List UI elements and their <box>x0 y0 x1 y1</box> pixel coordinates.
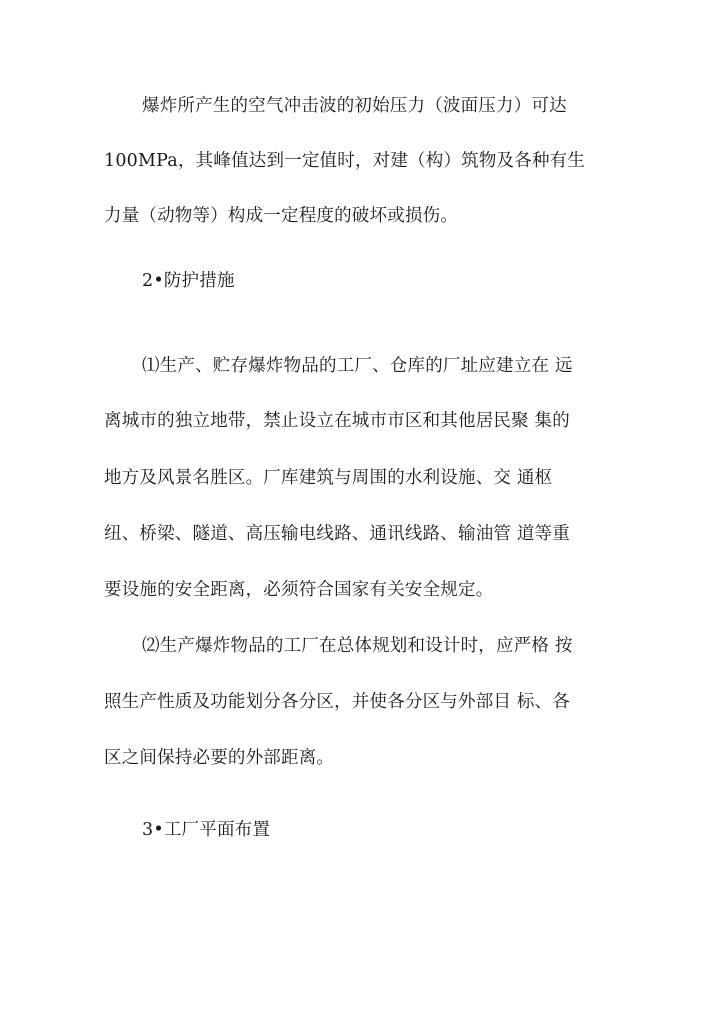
paragraph-line: 地方及风景名胜区。厂库建筑与周围的水利设施、交 通枢 <box>104 468 553 488</box>
paragraph-line: ⑵生产爆炸物品的工厂在总体规划和设计时，应严格 按 <box>142 636 573 656</box>
section-heading: 2•防护措施 <box>142 271 235 291</box>
paragraph-line: 离城市的独立地带，禁止设立在城市市区和其他居民聚 集的 <box>104 411 570 431</box>
section-heading: 3•工厂平面布置 <box>142 820 271 840</box>
paragraph-line: 爆炸所产生的空气冲击波的初始压力（波面压力）可达 <box>142 96 567 116</box>
paragraph-line: 100MPa，其峰值达到一定值时，对建（构）筑物及各种有生 <box>104 151 586 171</box>
paragraph-line: 照生产性质及功能划分各分区，并使各分区与外部目 标、各 <box>104 692 570 712</box>
paragraph-line: 纽、桥梁、隧道、高压输电线路、通讯线路、输油管 道等重 <box>104 524 570 544</box>
paragraph-line: ⑴生产、贮存爆炸物品的工厂、仓库的厂址应建立在 远 <box>142 356 573 376</box>
paragraph-line: 区之间保持必要的外部距离。 <box>104 748 335 768</box>
paragraph-line: 要设施的安全距离，必须符合国家有关安全规定。 <box>104 580 494 600</box>
paragraph-line: 力量（动物等）构成一定程度的破坏或损伤。 <box>104 206 458 226</box>
